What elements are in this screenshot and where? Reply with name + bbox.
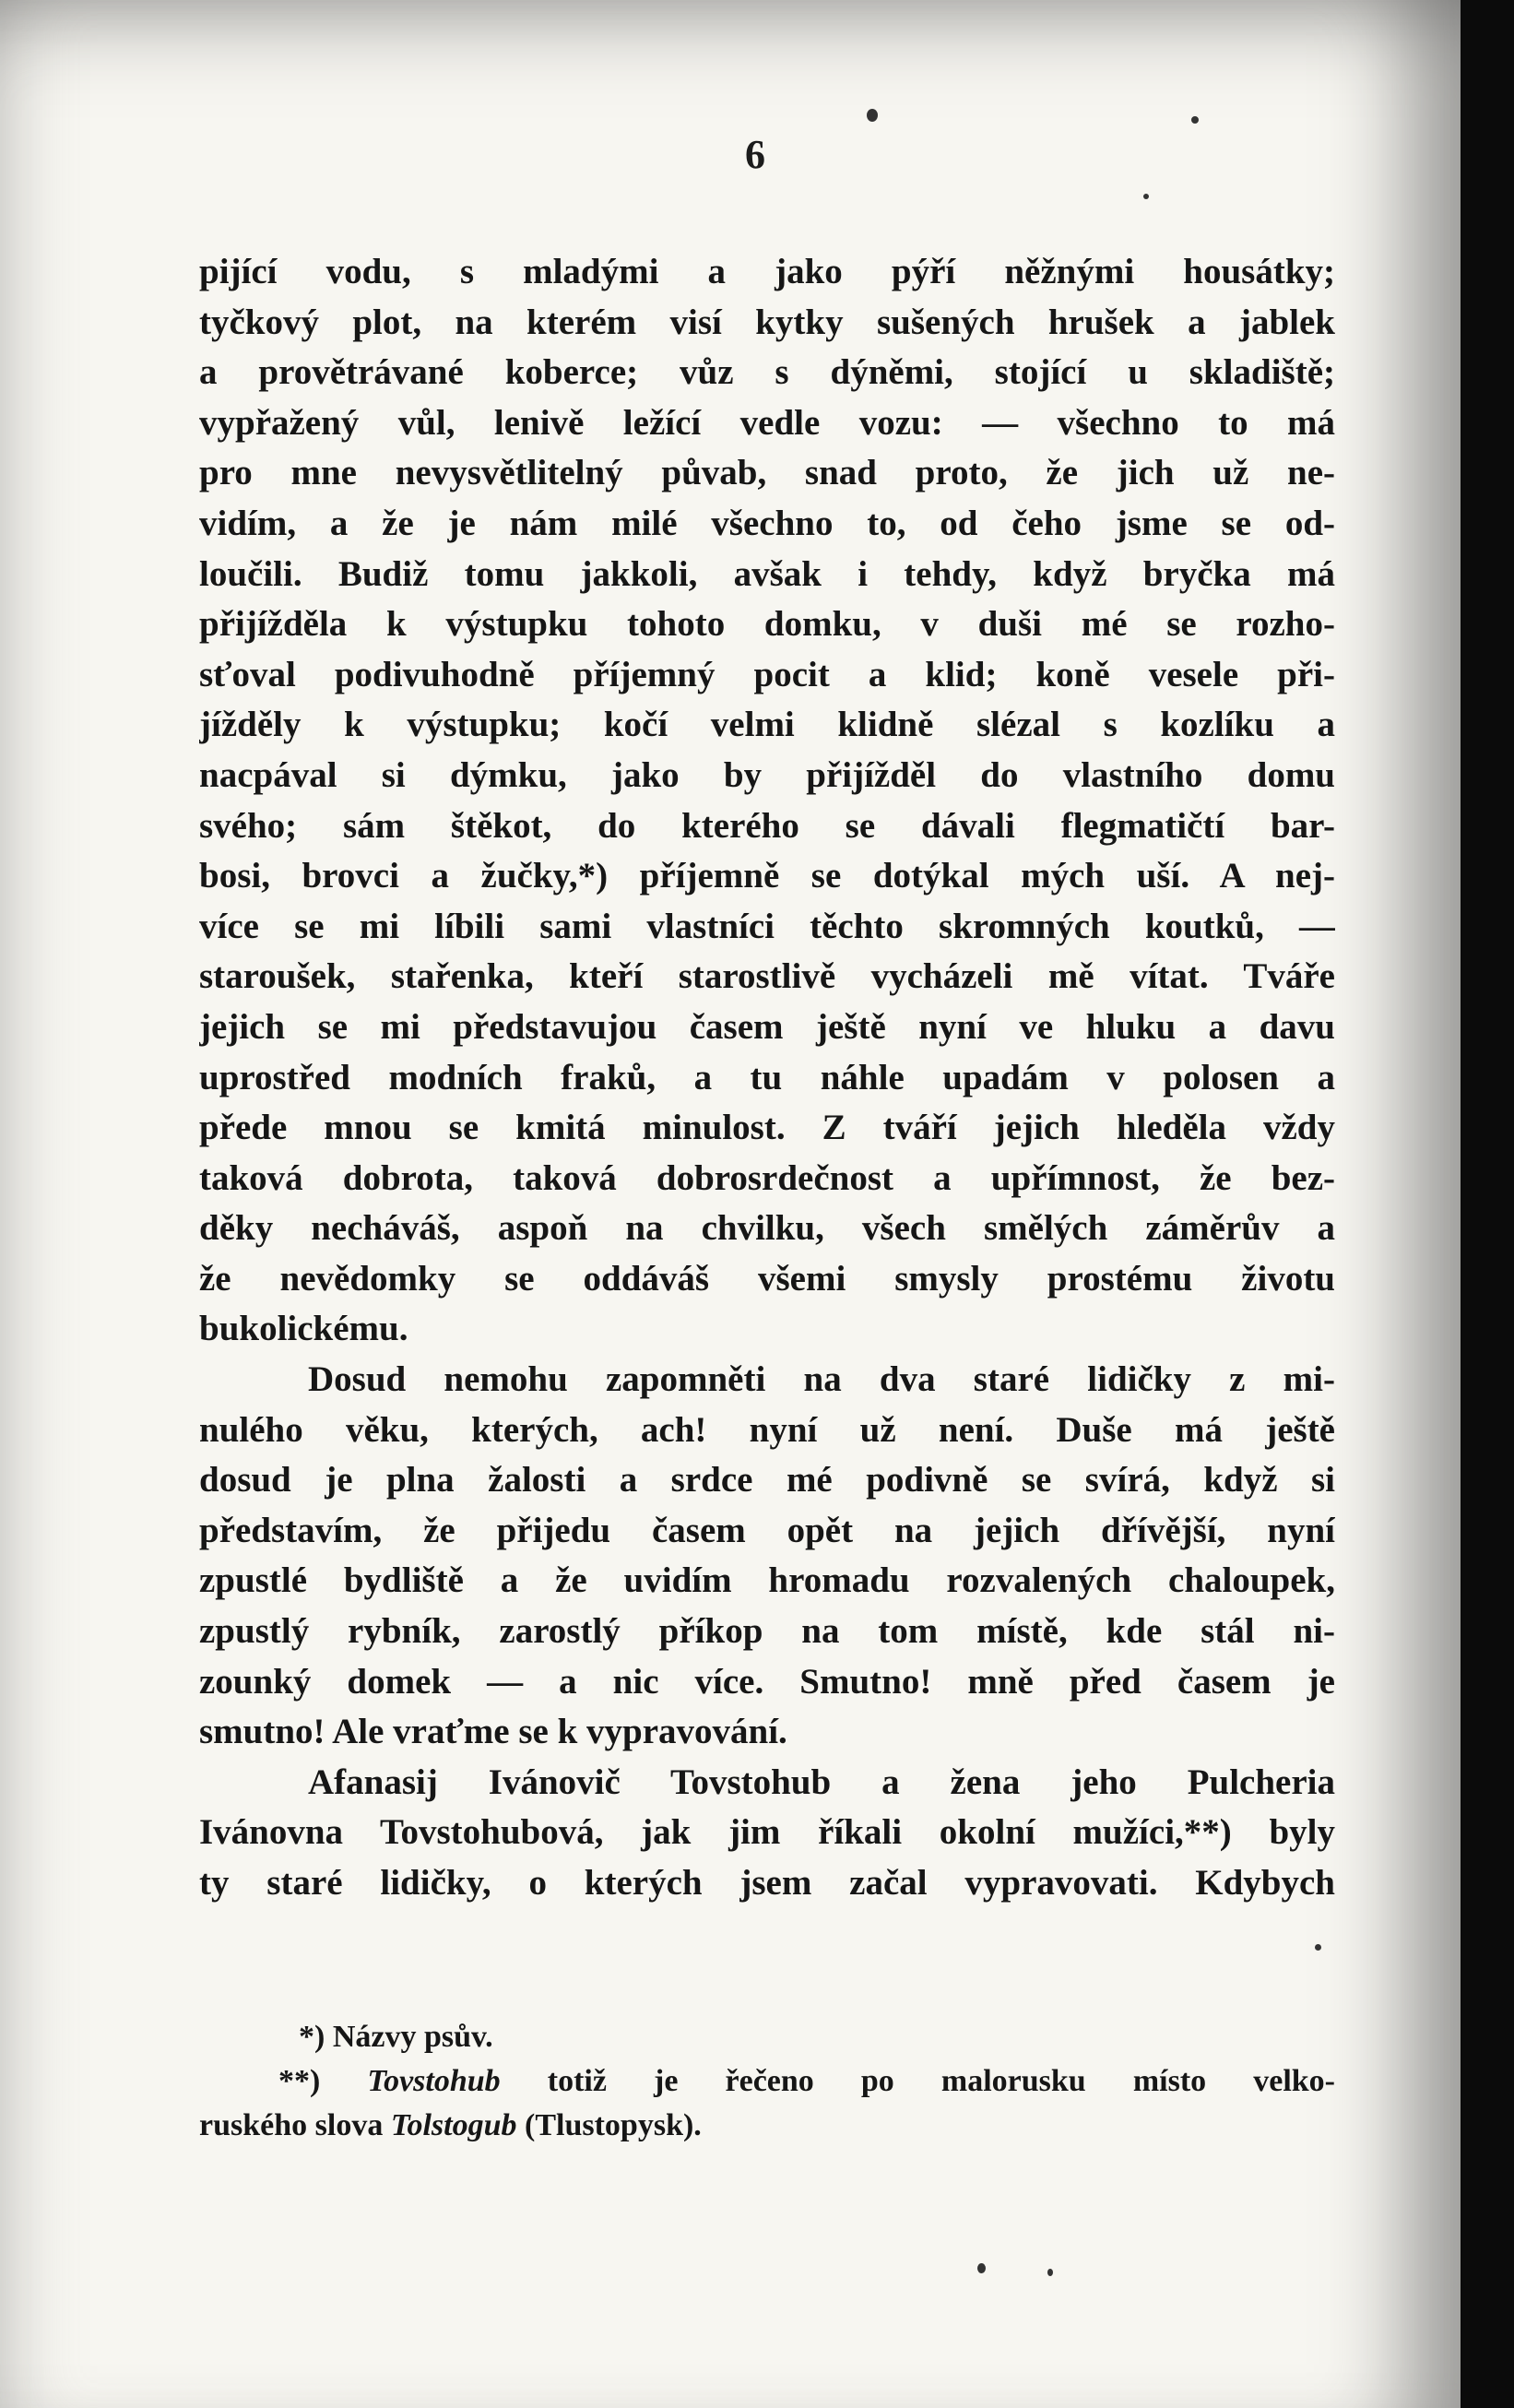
text-line: a provětrávané koberce; vůz s dýněmi, stojící u skladiště;: [199, 352, 1335, 393]
text-line: děky necháváš, aspoň na chvilku, všech smělých záměrův a: [199, 1208, 1335, 1249]
text-line: taková dobrota, taková dobrosrdečnost a upřímnost, že bez-: [199, 1157, 1335, 1198]
text-line: že nevědomky se oddáváš všemi smysly prostému životu: [199, 1258, 1335, 1299]
footnote-3-prefix: ruského slova: [199, 2108, 391, 2142]
text-line: přijížděla k výstupku tohoto domku, v duši mé se rozho-: [199, 604, 1335, 645]
scan-speck: [867, 109, 878, 122]
text-line: staroušek, stařenka, kteří starostlivě vycházeli mě vítat. Tváře: [199, 956, 1335, 997]
text-line: bosi, brovci a žučky,*) příjemně se dotýkal mých uší. A nej-: [199, 856, 1335, 896]
scan-speck: [1191, 116, 1199, 124]
footnote-2-term: Tovstohub: [367, 2064, 501, 2098]
text-line: loučili. Budiž tomu jakkoli, avšak i tehdy, když bryčka má: [199, 553, 1335, 594]
text-line: více se mi líbili sami vlastníci těchto skromných koutků, —: [199, 906, 1335, 946]
text-line: Ivánovna Tovstohubová, jak jim říkali okolní mužíci,**) byly: [199, 1812, 1335, 1853]
text-line: zounký domek — a nic více. Smutno! mně před časem je: [199, 1661, 1335, 1702]
text-line: vidím, a že je nám milé všechno to, od čeho jsme se od-: [199, 503, 1335, 543]
text-line: vypřažený vůl, lenivě ležící vedle vozu: — všechno to má: [199, 402, 1335, 443]
text-line: sťoval podivuhodně příjemný pocit a klid; koně vesele při-: [199, 654, 1335, 694]
text-line: ty staré lidičky, o kterých jsem začal vypravovati. Kdybych: [199, 1863, 1335, 1903]
footnote-1: *) Názvy psův.: [299, 2020, 493, 2054]
scan-speck: [1047, 2269, 1053, 2276]
text-line: jížděly k výstupku; kočí velmi klidně slézal s kozlíku a: [199, 705, 1335, 745]
footnote-2-prefix: **): [278, 2064, 368, 2098]
footnote-3-text: (Tlustopysk).: [516, 2108, 702, 2142]
text-line: zpustlé bydliště a že uvidím hromadu rozvalených chaloupek,: [199, 1560, 1335, 1601]
scan-speck: [1315, 1944, 1321, 1951]
paragraph-first-line: Afanasij Ivánovič Tovstohub a žena jeho Pulcheria: [308, 1762, 1335, 1802]
footnote-2-text: totiž je řečeno po malorusku místo velko-: [500, 2064, 1335, 2098]
text-line: nulého věku, kterých, ach! nyní už není. Duše má ještě: [199, 1409, 1335, 1450]
text-line: nacpával si dýmku, jako by přijížděl do vlastního domu: [199, 754, 1335, 795]
footnotes: [199, 2015, 1335, 2148]
footnote-2: [199, 2059, 1335, 2104]
page-number: 6: [745, 132, 765, 177]
scan-speck: [1143, 194, 1149, 199]
footnote-3-term: Tolstogub: [390, 2108, 517, 2142]
paragraph-end-line: bukolickému.: [199, 1309, 408, 1349]
footnote-2-continuation: [199, 2104, 1335, 2148]
scan-edge: [1461, 0, 1514, 2408]
text-line: dosud je plna žalosti a srdce mé podivně se svírá, když si: [199, 1460, 1335, 1501]
text-line: jejich se mi představujou časem ještě nyní ve hluku a davu: [199, 1006, 1335, 1047]
text-line: pro mne nevysvětlitelný půvab, snad proto, že jich už ne-: [199, 453, 1335, 493]
text-line: pijící vodu, s mladými a jako pýří něžnými housátky;: [199, 252, 1335, 291]
text-line: tyčkový plot, na kterém visí kytky sušených hrušek a jablek: [199, 302, 1335, 342]
text-line: uprostřed modních fraků, a tu náhle upadám v polosen a: [199, 1057, 1335, 1097]
paragraph-end-line: smutno! Ale vraťme se k vypravování.: [199, 1712, 787, 1752]
paragraph-first-line: Dosud nemohu zapomněti na dva staré lidičky z mi-: [308, 1359, 1335, 1400]
text-line: představím, že přijedu časem opět na jejich dřívější, nyní: [199, 1510, 1335, 1550]
scan-speck: [977, 2263, 986, 2273]
body-text: [199, 247, 1335, 1909]
text-line: zpustlý rybník, zarostlý příkop na tom místě, kde stál ni-: [199, 1611, 1335, 1652]
text-line: svého; sám štěkot, do kterého se dávali flegmatičtí bar-: [199, 805, 1335, 846]
text-line: přede mnou se kmitá minulost. Z tváří jejich hleděla vždy: [199, 1108, 1335, 1148]
